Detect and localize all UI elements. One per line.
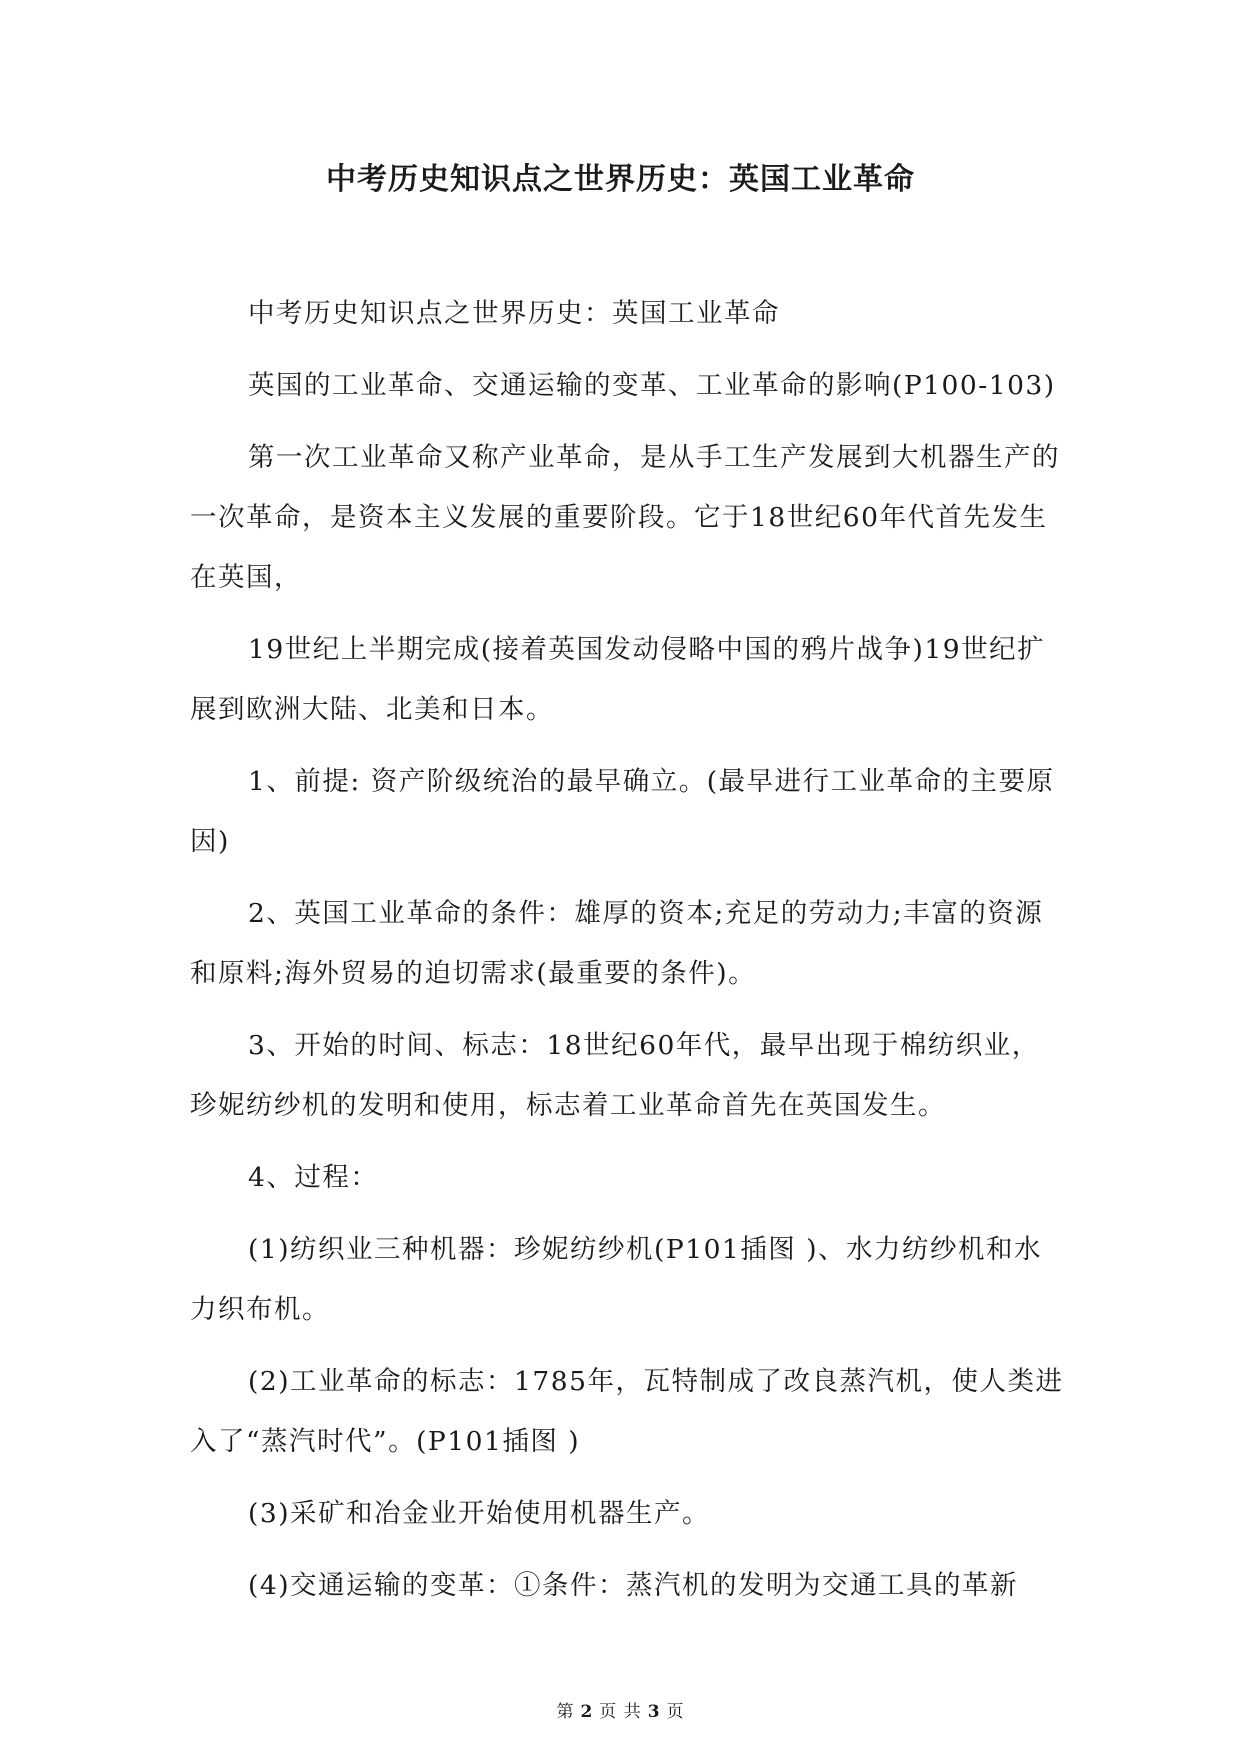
paragraph: (2)工业革命的标志：1785年，瓦特制成了改良蒸汽机，使人类进入了“蒸汽时代”。(P101插图 ) <box>190 1366 1064 1457</box>
paragraph: 第一次工业革命又称产业革命，是从手工生产发展到大机器生产的一次革命，是资本主义发展的重要阶段。它于18世纪60年代首先发生在英国， <box>190 442 1060 593</box>
total-pages-number: 3 <box>647 1702 661 1722</box>
current-page-number: 2 <box>580 1702 594 1722</box>
paragraph: 中考历史知识点之世界历史：英国工业革命 <box>248 298 780 329</box>
paragraph: (1)纺织业三种机器：珍妮纺纱机(P101插图 )、水力纺纱机和水力织布机。 <box>190 1234 1043 1325</box>
page-title: 中考历史知识点之世界历史：英国工业革命 <box>326 162 915 197</box>
paragraph: 1、前提: 资产阶级统治的最早确立。(最早进行工业革命的主要原因) <box>190 766 1055 857</box>
paragraph: (3)采矿和冶金业开始使用机器生产。 <box>248 1498 711 1529</box>
page-footer <box>0 1700 1241 1724</box>
footer-middle: 页 共 <box>599 1702 642 1722</box>
paragraph: 4、过程： <box>248 1162 379 1193</box>
paragraph: 19世纪上半期完成(接着英国发动侵略中国的鸦片战争)19世纪扩展到欧洲大陆、北美和日本。 <box>190 634 1046 725</box>
footer-prefix: 第 <box>556 1702 575 1722</box>
paragraph: 3、开始的时间、标志：18世纪60年代，最早出现于棉纺织业，珍妮纺纱机的发明和使用，标志着工业革命首先在英国发生。 <box>190 1030 1040 1121</box>
paragraph: (4)交通运输的变革：①条件：蒸汽机的发明为交通工具的革新 <box>248 1570 1019 1601</box>
paragraph: 英国的工业革命、交通运输的变革、工业革命的影响(P100-103) <box>248 370 1056 401</box>
footer-suffix: 页 <box>666 1702 685 1722</box>
paragraph: 2、英国工业革命的条件：雄厚的资本;充足的劳动力;丰富的资源和原料;海外贸易的迫切需求(最重要的条件)。 <box>190 898 1044 989</box>
document-body <box>190 284 1065 1628</box>
